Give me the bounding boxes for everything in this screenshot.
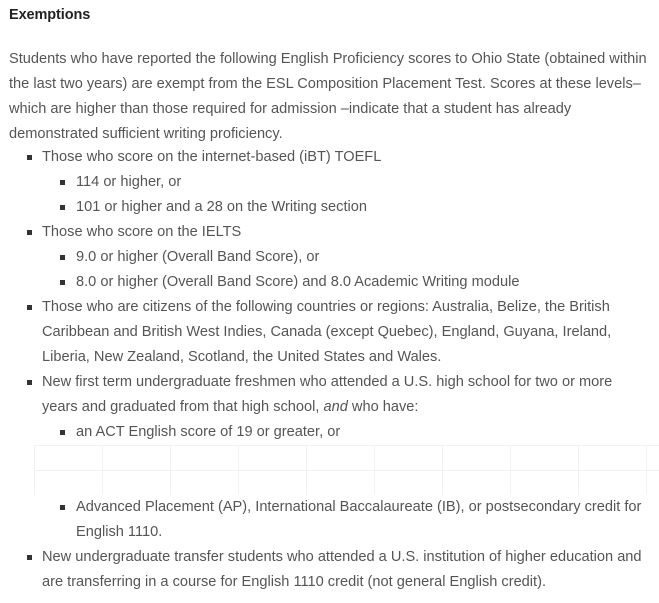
bullet-icon xyxy=(60,255,65,260)
sub-list-item-text: 101 or higher and a 28 on the Writing section xyxy=(76,199,367,215)
bullet-icon xyxy=(27,155,32,160)
list-item-citizens xyxy=(26,295,646,370)
sub-list-item xyxy=(60,495,646,545)
bullet-icon xyxy=(60,430,65,435)
sub-list xyxy=(60,170,646,220)
list-item-text: Those who score on the IELTS xyxy=(42,224,242,240)
list-item-text-after: who have: xyxy=(347,399,419,415)
bullet-icon xyxy=(60,505,65,510)
list-item-ielts xyxy=(26,220,646,295)
list-item-toefl xyxy=(26,145,646,220)
emphasis-text: and xyxy=(323,399,348,415)
intro-paragraph: Students who have reported the following English Proficiency scores to Ohio State (obtained within the last two years) are exempt from the ESL Composition Placement Test. Scores at these levels–which are higher than those required for admission –indicate that a student has already demonstrated sufficient writing proficiency. xyxy=(9,51,647,142)
sub-list-item xyxy=(60,420,646,445)
list-item-transfer xyxy=(26,545,646,595)
sub-list-item-text: 114 or higher, or xyxy=(76,174,182,190)
list-item-freshmen xyxy=(26,370,646,545)
exemption-list xyxy=(26,145,646,595)
list-item-text: New undergraduate transfer students who attended a U.S. institution of higher education and are transferring in a course for English 1110 credit (not general English credit). xyxy=(42,549,642,590)
bullet-icon xyxy=(60,205,65,210)
sub-list-item-text: 9.0 or higher (Overall Band Score), or xyxy=(76,249,320,265)
sub-list-item xyxy=(60,245,646,270)
sub-list xyxy=(60,245,646,295)
sub-list-item xyxy=(60,270,646,295)
sub-list-item-text: Advanced Placement (AP), International Baccalaureate (IB), or postsecondary credit for English 1110. xyxy=(76,499,642,540)
list-item-text: Those who are citizens of the following countries or regions: Australia, Belize, the British Caribbean and British West Indies, Canada (except Quebec), England, Guyana, Ireland, Liberia, New Zealand, Scotland, the United States and Wales. xyxy=(42,299,612,365)
page-heading: Exemptions xyxy=(9,7,91,23)
list-item-text: Those who score on the internet-based (iBT) TOEFL xyxy=(42,149,382,165)
list-item-text-before: New first term undergraduate freshmen who attended a U.S. high school for two or more years and graduated from that high school, xyxy=(42,374,613,415)
sub-list-item xyxy=(60,195,646,220)
sub-list xyxy=(60,420,646,545)
sub-list-item xyxy=(60,170,646,195)
blank-grid-area xyxy=(34,445,659,495)
grid-gap xyxy=(60,445,646,495)
bullet-icon xyxy=(60,280,65,285)
bullet-icon xyxy=(27,230,32,235)
bullet-icon xyxy=(27,305,32,310)
bullet-icon xyxy=(60,180,65,185)
bullet-icon xyxy=(27,555,32,560)
sub-list-item-text: 8.0 or higher (Overall Band Score) and 8.0 Academic Writing module xyxy=(76,274,520,290)
sub-list-item-text: an ACT English score of 19 or greater, or xyxy=(76,424,341,440)
bullet-icon xyxy=(27,380,32,385)
